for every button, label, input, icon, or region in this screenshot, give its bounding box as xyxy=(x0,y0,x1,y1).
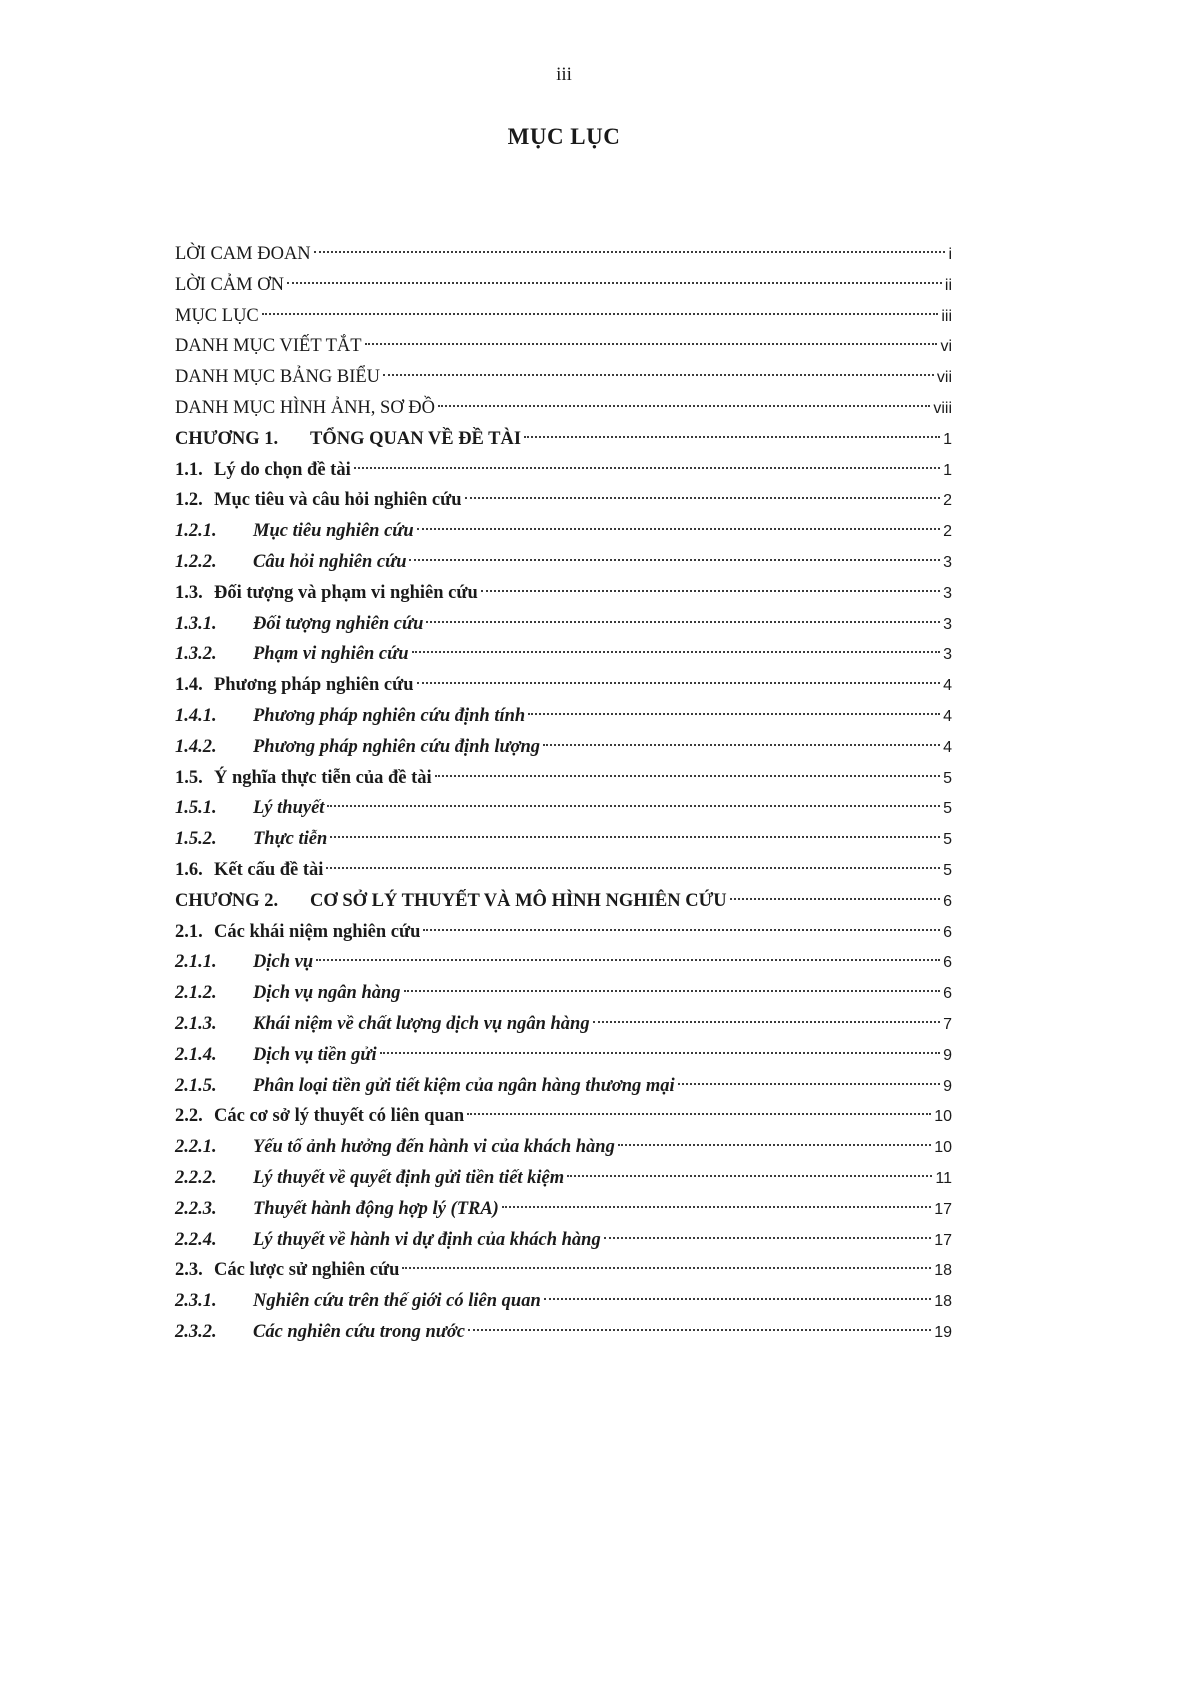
toc-entry-title: Dịch vụ tiền gửi xyxy=(253,1044,377,1065)
dot-leader xyxy=(330,836,940,838)
toc-entry[interactable] xyxy=(175,670,952,701)
toc-entry-title: Đối tượng nghiên cứu xyxy=(253,613,424,634)
toc-entry[interactable] xyxy=(175,732,952,763)
toc-entry[interactable] xyxy=(175,1163,952,1194)
toc-entry-title: Thuyết hành động hợp lý (TRA) xyxy=(253,1198,499,1219)
toc-entry-title: Phương pháp nghiên cứu định lượng xyxy=(253,736,541,757)
toc-entry[interactable] xyxy=(175,270,952,301)
toc-entry-title: Mục tiêu và câu hỏi nghiên cứu xyxy=(214,490,462,511)
toc-entry[interactable] xyxy=(175,1101,952,1132)
dot-leader xyxy=(730,898,940,900)
dot-leader xyxy=(412,651,941,653)
toc-entry[interactable] xyxy=(175,393,952,424)
toc-entry[interactable] xyxy=(175,917,952,948)
toc-entry[interactable] xyxy=(175,455,952,486)
toc-entry-page-number: 3 xyxy=(943,615,952,633)
dot-leader xyxy=(314,251,946,253)
dot-leader xyxy=(618,1144,931,1146)
toc-entry-page-number: 6 xyxy=(943,923,952,941)
toc-entry-page-number: i xyxy=(948,246,952,263)
toc-entry-number: 2.1. xyxy=(175,921,203,942)
dot-leader xyxy=(404,990,941,992)
toc-entry-title: Ý nghĩa thực tiễn của đề tài xyxy=(214,767,432,788)
toc-entry-page-number: 18 xyxy=(934,1262,952,1280)
dot-leader xyxy=(465,497,941,499)
toc-entry-title: Lý thuyết xyxy=(253,798,325,819)
toc-entry-page-number: 18 xyxy=(934,1293,952,1311)
toc-entry-page-number: 4 xyxy=(943,738,952,756)
toc-entry-page-number: 4 xyxy=(943,677,952,695)
toc-entry-title: Nghiên cứu trên thế giới có liên quan xyxy=(253,1291,541,1312)
toc-entry-page-number: 3 xyxy=(943,646,952,664)
dot-leader xyxy=(365,343,938,345)
toc-entry[interactable] xyxy=(175,886,952,917)
toc-entry-page-number: 5 xyxy=(943,861,952,879)
toc-entry-page-number: 5 xyxy=(943,831,952,849)
toc-entry-title: MỤC LỤC xyxy=(175,305,259,326)
dot-leader xyxy=(327,805,940,807)
toc-entry-title: Lý do chọn đề tài xyxy=(214,459,351,480)
toc-entry[interactable] xyxy=(175,1286,952,1317)
toc-entry-number: 2.2.2. xyxy=(175,1167,217,1188)
toc-entry-page-number: viii xyxy=(933,399,952,417)
toc-entry-number: 2.1.3. xyxy=(175,1013,217,1034)
toc-entry[interactable] xyxy=(175,301,952,332)
toc-entry-page-number: 3 xyxy=(943,553,952,571)
toc-entry-title: Phương pháp nghiên cứu định tính xyxy=(253,705,526,726)
toc-entry-page-number: 1 xyxy=(943,461,952,479)
toc-entry[interactable] xyxy=(175,547,952,578)
toc-entry-number: 1.4.2. xyxy=(175,736,217,757)
toc-entry-number: 2.2.4. xyxy=(175,1229,217,1250)
toc-entry-number: 2.3.1. xyxy=(175,1291,217,1312)
toc-entry-page-number: 6 xyxy=(943,892,952,910)
toc-entry[interactable] xyxy=(175,1255,952,1286)
toc-entry-number: 1.2.2. xyxy=(175,551,217,572)
dot-leader xyxy=(417,528,940,530)
toc-entry-page-number: vii xyxy=(936,369,952,387)
toc-entry-number: 2.3. xyxy=(175,1260,203,1281)
toc-entry-page-number: 3 xyxy=(943,584,952,602)
toc-entry-title: Dịch vụ ngân hàng xyxy=(253,983,401,1004)
toc-entry-title: Dịch vụ xyxy=(253,952,314,973)
dot-leader xyxy=(262,313,939,315)
toc-entry[interactable] xyxy=(175,424,952,455)
toc-entry[interactable] xyxy=(175,1071,952,1102)
dot-leader xyxy=(467,1113,931,1115)
toc-entry-number: 1.1. xyxy=(175,459,203,480)
toc-entry-number: 1.3.1. xyxy=(175,613,217,634)
toc-entry-page-number: 1 xyxy=(943,430,952,448)
toc-entry-number: 2.2.1. xyxy=(175,1137,217,1158)
toc-entry[interactable] xyxy=(175,947,952,978)
toc-entry-title: LỜI CAM ĐOAN xyxy=(175,244,311,264)
toc-entry-title: TỔNG QUAN VỀ ĐỀ TÀI xyxy=(310,428,522,449)
dot-leader xyxy=(678,1083,940,1085)
toc-entry[interactable] xyxy=(175,793,952,824)
dot-leader xyxy=(502,1206,931,1208)
dot-leader xyxy=(468,1329,931,1331)
toc-entry-page-number: 4 xyxy=(943,707,952,725)
dot-leader xyxy=(543,744,940,746)
toc-entry-page-number: 6 xyxy=(943,985,952,1003)
toc-entry-number: 2.2.3. xyxy=(175,1198,217,1219)
toc-entry[interactable] xyxy=(175,485,952,516)
toc-entry-title: Các khái niệm nghiên cứu xyxy=(214,921,421,942)
toc-entry-page-number: 2 xyxy=(943,523,952,541)
toc-entry[interactable] xyxy=(175,1225,952,1256)
toc-entry[interactable] xyxy=(175,824,952,855)
toc-entry-title: LỜI CẢM ƠN xyxy=(175,274,284,295)
dot-leader xyxy=(383,374,934,376)
toc-entry-page-number: 6 xyxy=(943,954,952,972)
toc-entry-page-number: 17 xyxy=(934,1231,952,1249)
toc-entry-number: 2.2. xyxy=(175,1106,203,1127)
toc-entry-title: Đối tượng và phạm vi nghiên cứu xyxy=(214,582,478,603)
toc-entry[interactable] xyxy=(175,578,952,609)
page-title: MỤC LỤC xyxy=(507,124,621,149)
dot-leader xyxy=(438,405,930,407)
toc-entry-number: 1.3. xyxy=(175,582,203,603)
toc-entry[interactable] xyxy=(175,239,952,270)
toc-entry-number: 1.5.1. xyxy=(175,798,217,819)
toc-entry-title: Câu hỏi nghiên cứu xyxy=(253,551,407,572)
toc-entry-page-number: iii xyxy=(941,307,952,325)
toc-entry-page-number: 5 xyxy=(943,769,952,787)
dot-leader xyxy=(524,436,940,438)
table-of-contents xyxy=(175,239,952,1348)
toc-entry-page-number: 9 xyxy=(943,1046,952,1064)
dot-leader xyxy=(326,867,940,869)
dot-leader xyxy=(481,590,940,592)
dot-leader xyxy=(604,1237,931,1239)
toc-entry[interactable] xyxy=(175,701,952,732)
toc-entry-number: 2.1.1. xyxy=(175,952,217,973)
toc-entry-page-number: 17 xyxy=(934,1200,952,1218)
toc-entry-number: 1.2.1. xyxy=(175,521,217,542)
dot-leader xyxy=(544,1298,931,1300)
toc-entry-title: Phân loại tiền gửi tiết kiệm của ngân hàng thương mại xyxy=(253,1075,675,1096)
toc-entry-title: Yếu tố ảnh hưởng đến hành vi của khách hàng xyxy=(253,1137,615,1158)
toc-entry-title: Các cơ sở lý thuyết có liên quan xyxy=(214,1106,465,1127)
dot-leader xyxy=(417,682,941,684)
toc-entry[interactable] xyxy=(175,978,952,1009)
toc-entry[interactable] xyxy=(175,1194,952,1225)
toc-entry-page-number: 5 xyxy=(943,800,952,818)
toc-entry-number: 1.4.1. xyxy=(175,705,217,726)
toc-entry-title: Lý thuyết về quyết định gửi tiền tiết kiệm xyxy=(253,1167,565,1188)
toc-entry-number: 1.4. xyxy=(175,675,203,696)
toc-entry-title: DANH MỤC VIẾT TẮT xyxy=(175,336,362,357)
dot-leader xyxy=(354,467,940,469)
toc-entry[interactable] xyxy=(175,855,952,886)
toc-entry-number: 2.1.2. xyxy=(175,983,217,1004)
toc-entry[interactable] xyxy=(175,639,952,670)
toc-entry-page-number: vi xyxy=(940,338,952,356)
dot-leader xyxy=(316,959,940,961)
toc-entry-page-number: 11 xyxy=(935,1169,952,1187)
toc-entry-page-number: ii xyxy=(944,276,952,294)
toc-entry-title: Kết cấu đề tài xyxy=(214,859,324,880)
toc-entry-number: 1.6. xyxy=(175,859,203,880)
dot-leader xyxy=(380,1052,940,1054)
toc-entry-title: Lý thuyết về hành vi dự định của khách hàng xyxy=(253,1229,601,1250)
toc-entry-page-number: 10 xyxy=(934,1139,952,1157)
toc-entry-number: 2.3.2. xyxy=(175,1321,217,1342)
toc-entry-number: 1.2. xyxy=(175,490,203,511)
toc-entry-page-number: 7 xyxy=(943,1015,952,1033)
toc-entry-title: DANH MỤC BẢNG BIỂU xyxy=(175,367,381,388)
toc-entry-number: CHƯƠNG 1. xyxy=(175,428,279,449)
toc-entry-number: 2.1.5. xyxy=(175,1075,217,1096)
dot-leader xyxy=(528,713,940,715)
toc-entry-title: Phương pháp nghiên cứu xyxy=(214,675,414,696)
toc-entry-title: Mục tiêu nghiên cứu xyxy=(253,521,414,542)
toc-entry-title: Các nghiên cứu trong nước xyxy=(253,1321,465,1342)
toc-entry-title: CƠ SỞ LÝ THUYẾT VÀ MÔ HÌNH NGHIÊN CỨU xyxy=(310,890,727,911)
toc-entry[interactable] xyxy=(175,331,952,362)
toc-entry-title: Thực tiễn xyxy=(253,829,328,850)
dot-leader xyxy=(402,1267,931,1269)
toc-entry-number: CHƯƠNG 2. xyxy=(175,890,279,911)
toc-entry-page-number: 19 xyxy=(934,1323,952,1341)
toc-entry[interactable] xyxy=(175,1040,952,1071)
dot-leader xyxy=(409,559,940,561)
toc-entry-title: Khái niệm về chất lượng dịch vụ ngân hàng xyxy=(253,1013,590,1034)
toc-entry[interactable] xyxy=(175,763,952,794)
toc-entry[interactable] xyxy=(175,516,952,547)
dot-leader xyxy=(567,1175,932,1177)
page-number: iii xyxy=(556,64,572,85)
toc-entry[interactable] xyxy=(175,1132,952,1163)
dot-leader xyxy=(426,621,940,623)
toc-entry[interactable] xyxy=(175,609,952,640)
toc-entry[interactable] xyxy=(175,1009,952,1040)
toc-entry-number: 1.3.2. xyxy=(175,644,217,665)
toc-entry-number: 1.5. xyxy=(175,767,203,788)
dot-leader xyxy=(423,929,940,931)
toc-entry[interactable] xyxy=(175,1317,952,1348)
toc-entry-number: 1.5.2. xyxy=(175,829,217,850)
toc-entry-page-number: 2 xyxy=(943,492,952,510)
toc-entry-page-number: 9 xyxy=(943,1077,952,1095)
dot-leader xyxy=(287,282,942,284)
toc-entry-title: Các lược sử nghiên cứu xyxy=(214,1260,400,1281)
toc-entry-page-number: 10 xyxy=(934,1108,952,1126)
toc-entry-title: Phạm vi nghiên cứu xyxy=(253,644,409,665)
toc-entry-title: DANH MỤC HÌNH ẢNH, SƠ ĐỒ xyxy=(175,397,436,418)
toc-entry-number: 2.1.4. xyxy=(175,1044,217,1065)
toc-entry[interactable] xyxy=(175,362,952,393)
dot-leader xyxy=(435,775,940,777)
dot-leader xyxy=(593,1021,940,1023)
